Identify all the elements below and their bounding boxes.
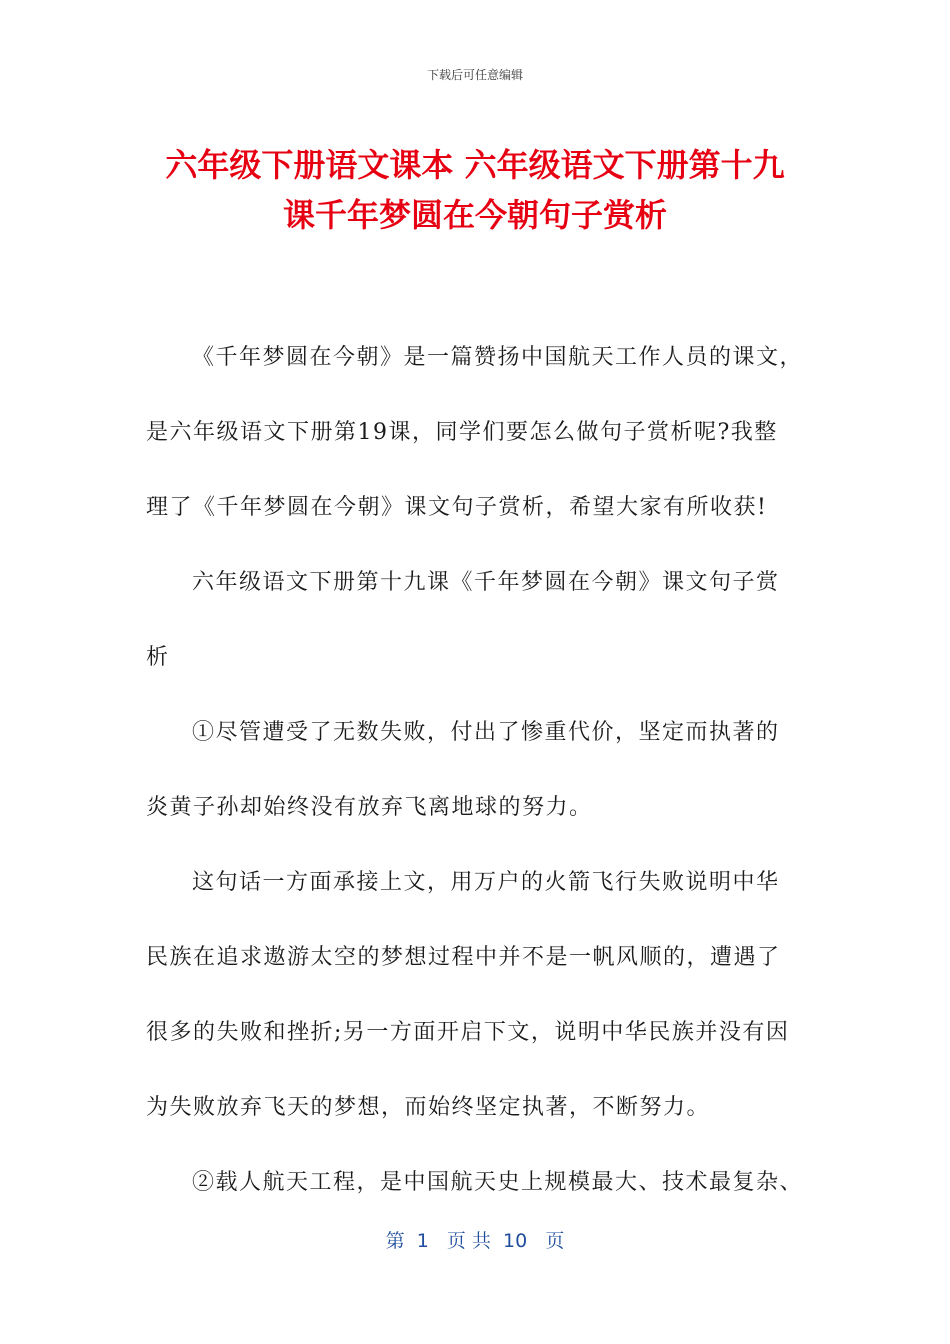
header-note: 下载后可任意编辑 bbox=[426, 68, 523, 82]
body-line: 很多的失败和挫折;另一方面开启下文，说明中华民族并没有因 bbox=[146, 1020, 790, 1045]
body-line: 民族在追求遨游太空的梦想过程中并不是一帆风顺的，遭遇了 bbox=[146, 945, 781, 970]
body-line: ②载人航天工程，是中国航天史上规模最大、技术最复杂、 bbox=[192, 1170, 804, 1195]
title-line-1: 六年级下册语文课本 六年级语文下册第十九 bbox=[165, 146, 785, 184]
body-line: ①尽管遭受了无数失败，付出了惨重代价，坚定而执著的 bbox=[192, 720, 780, 745]
body-line: 炎黄子孙却始终没有放弃飞离地球的努力。 bbox=[146, 795, 593, 820]
body-line: 这句话一方面承接上文，用万户的火箭飞行失败说明中华 bbox=[192, 870, 780, 895]
title-line-2: 课千年梦圆在今朝句子赏析 bbox=[282, 196, 667, 234]
document-title bbox=[120, 140, 830, 240]
body-line: 是六年级语文下册第19课，同学们要怎么做句子赏析呢?我整 bbox=[146, 420, 778, 445]
page-footer: 第 1 页 共 10 页 bbox=[385, 1230, 565, 1252]
body-line: 理了《千年梦圆在今朝》课文句子赏析，希望大家有所收获! bbox=[146, 495, 768, 520]
body-line: 六年级语文下册第十九课《千年梦圆在今朝》课文句子赏 bbox=[192, 570, 780, 595]
body-line: 析 bbox=[146, 645, 170, 670]
body-line: 《千年梦圆在今朝》是一篇赞扬中国航天工作人员的课文， bbox=[192, 345, 804, 370]
document-body bbox=[146, 320, 811, 1220]
body-line: 为失败放弃飞天的梦想，而始终坚定执著，不断努力。 bbox=[146, 1095, 711, 1120]
